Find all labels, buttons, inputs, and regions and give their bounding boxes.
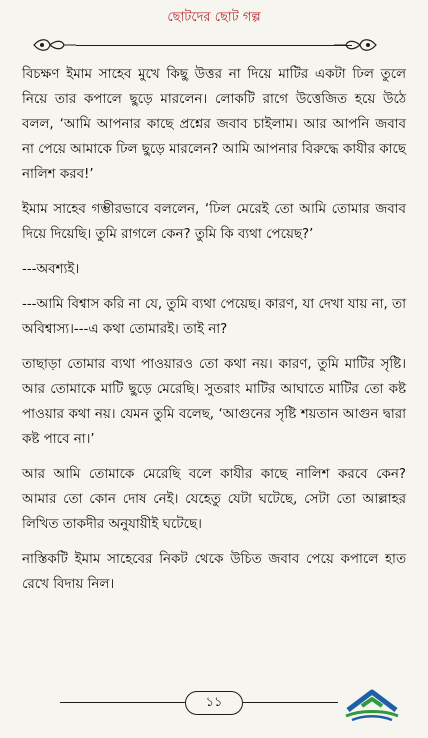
footer-rule-left — [60, 702, 185, 703]
paragraph: আর আমি তোমাকে মেরেছি বলে কাযীর কাছে নালিশ করবে কেন? আমার তো কোন দোষ নেই। যেহেতু যেটা ঘটেছে, সেটা তো আল্লাহর লিখিত তাকদীর অনুযায়ীই ঘটেছে। — [22, 467, 406, 532]
paragraph: নাস্তিকটি ইমাম সাহেবের নিকট থেকে উচিত জবাব পেয়ে কপালে হাত রেখে বিদায় নিল। — [22, 552, 406, 592]
paragraph: ইমাম সাহেব গম্ভীরভাবে বললেন, ‘ঢিল মেরেই তো আমি তোমার জবাব দিয়ে দিয়েছি। তুমি রাগলে কেন? তুমি কি ব্যথা পেয়েছ?’ — [22, 202, 406, 242]
footer-rule-right — [243, 702, 338, 703]
paragraph: বিচক্ষণ ইমাম সাহেব মুখে কিছু উত্তর না দিয়ে মাটির একটা ঢিল তুলে নিয়ে তার কপালে ছুড়ে মারলেন। লোকটি রাগে উত্তেজিত হয়ে উঠে বলল, ‘আমি আপনার কাছে প্রশ্নের জবাব চাইলাম। আর আপনি জবাব না পেয়ে আমাকে ঢিল ছুড়ে মারলেন? আমি আপনার বিরুদ্ধে কাযীর কাছে নালিশ করব!’ — [22, 67, 407, 182]
page-number: ১১ — [185, 691, 243, 715]
publisher-logo-icon — [340, 688, 404, 722]
header-rule — [76, 45, 352, 46]
paragraph: তাছাড়া তোমার ব্যথা পাওয়ারও তো কথা নয়। কারণ, তুমি মাটির সৃষ্টি। আর তোমাকে মাটি ছুড়ে মেরেছি। সুতরাং মাটির আঘাতে মাটির তো কষ্ট পাওয়ার কথা নয়। যেমন তুমি বলেছ, ‘আগুনের সৃষ্টি শয়তান আগুন দ্বারা কষ্ট পাবে না।’ — [22, 357, 406, 447]
paragraph: ---আমি বিশ্বাস করি না যে, তুমি ব্যথা পেয়েছ। কারণ, যা দেখা যায় না, তা অবিশ্বাস্য।---এ কথা তোমারই। তাই না? — [22, 297, 406, 337]
running-title: ছোটদের ছোট গল্প — [167, 10, 261, 25]
page-header — [0, 8, 428, 29]
page-footer — [0, 688, 428, 718]
left-flourish-icon — [32, 36, 76, 54]
story-body — [22, 62, 406, 607]
paragraph: ---অবশ্যই। — [22, 262, 80, 277]
